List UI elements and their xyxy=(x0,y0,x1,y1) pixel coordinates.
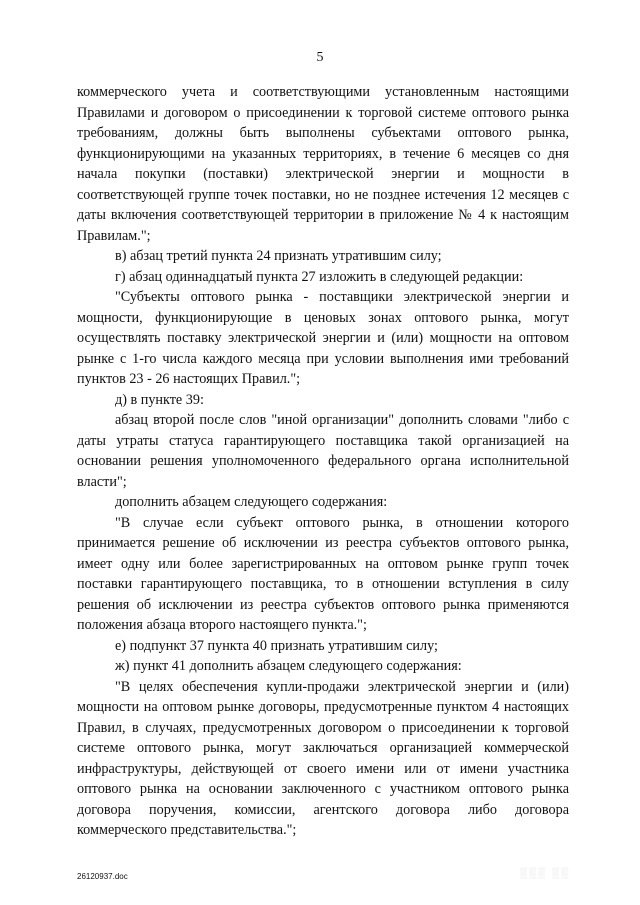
paragraph: ж) пункт 41 дополнить абзацем следующего содержания: xyxy=(115,658,462,674)
footer-filename: 26120937.doc xyxy=(77,872,128,881)
paragraph: в) абзац третий пункта 24 признать утратившим силу; xyxy=(115,248,442,264)
document-body xyxy=(77,82,569,841)
paragraph: г) абзац одиннадцатый пункта 27 изложить в следующей редакции: xyxy=(115,268,524,285)
paragraph: "В целях обеспечения купли-продажи электрической энергии и (или) мощности на оптовом рынке договоры, предусмотренные пунктом 4 настоящих Правил, в случаях, предусмотренных договором о присоединении к торговой системе оптового рынка, могут заключаться организацией коммерческой инфраструктуры, действующей от своего имени или от имени участника оптового рынка на основании заключенного с участником оптового рынка договора поручения, комиссии, агентского договора либо договора коммерческого представительства."; xyxy=(77,678,569,838)
paragraph: абзац второй после слов "иной организации" дополнить словами "либо с даты утраты статуса гарантирующего поставщика такой организацией на основании решения уполномоченного федерального органа исполнительной власти"; xyxy=(77,412,569,490)
paragraph: "Субъекты оптового рынка - поставщики электрической энергии и мощности, функционирующие в ценовых зонах оптового рынка, могут осуществлять поставку электрической энергии и (или) мощности на оптовом рынке с 1-го числа каждого месяца при условии выполнения ими требований пунктов 23 - 26 настоящих Правил."; xyxy=(77,289,569,387)
scan-watermark: ▒▒▒ ▒▒ xyxy=(520,868,571,879)
paragraph: "В случае если субъект оптового рынка, в отношении которого принимается решение об исключении из реестра субъектов оптового рынка, имеет одну или более зарегистрированных на оптовом рынке групп точек поставки гарантирующего поставщика, то в отношении вступления в силу решения об исключении из реестра субъектов оптового рынка применяются положения абзаца второго настоящего пункта."; xyxy=(77,514,569,633)
paragraph: д) в пункте 39: xyxy=(115,391,204,408)
paragraph: е) подпункт 37 пункта 40 признать утратившим силу; xyxy=(115,637,438,654)
page-number: 5 xyxy=(316,50,324,65)
paragraph: дополнить абзацем следующего содержания: xyxy=(115,494,388,510)
paragraph: коммерческого учета и соответствующими установленным настоящими Правилами и договором о присоединении к торговой системе оптового рынка требованиям, должны быть выполнены субъектами оптового рынка, функционирующими на указанных территориях, в течение 6 месяцев со дня начала покупки (поставки) электрической энергии и мощности в соответствующей группе точек поставки, но не позднее истечения 12 месяцев с даты включения соответствующей территории в приложение № 4 к настоящим Правилам."; xyxy=(77,84,569,244)
